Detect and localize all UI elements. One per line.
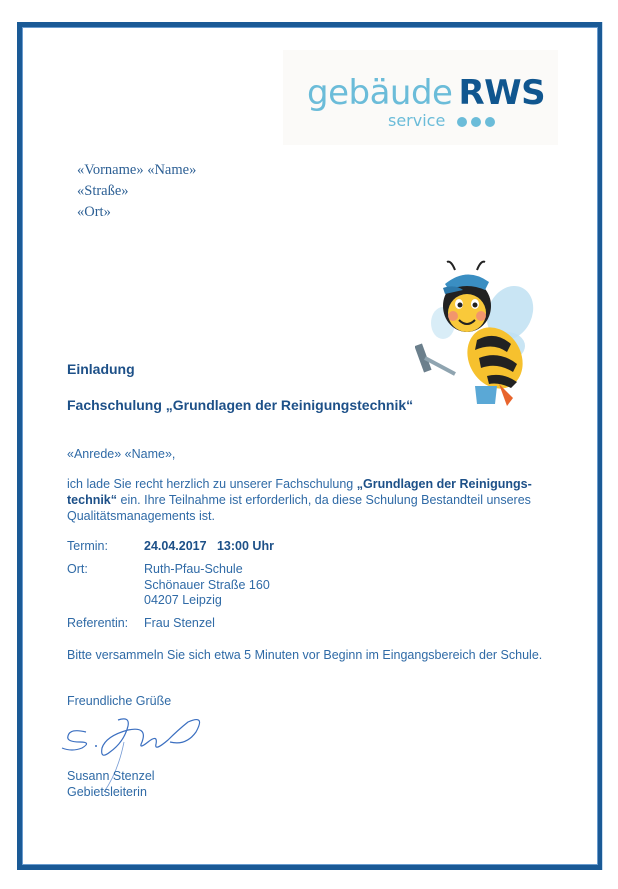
bee-mascot-icon xyxy=(415,258,540,408)
body-line-1 xyxy=(67,476,557,492)
closing: Freundliche Grüße xyxy=(67,694,172,708)
body-line-2 xyxy=(67,492,557,508)
body-line-3: Qualitätsmanagements ist. xyxy=(67,509,215,523)
referentin-label: Referentin: xyxy=(67,616,129,630)
recipient-city: «Ort» xyxy=(77,204,111,220)
salutation: «Anrede» «Name», xyxy=(67,447,176,461)
logo-word-bold: RWS xyxy=(458,73,546,113)
referentin-value: Frau Stenzel xyxy=(144,616,215,630)
letter-title: Einladung xyxy=(67,361,135,377)
body-text: ich lade Sie recht herzlich zu unserer Fachschulung xyxy=(67,477,357,491)
logo-tagline-text: service xyxy=(388,111,446,130)
letter-subject: Fachschulung „Grundlagen der Reinigungstechnik“ xyxy=(67,397,414,413)
body-paragraph xyxy=(67,476,557,524)
logo-word-light: gebäude xyxy=(307,73,453,113)
course-name-part2: technik“ xyxy=(67,493,118,507)
logo-wordmark xyxy=(307,72,545,113)
company-logo xyxy=(283,50,558,145)
ort-label: Ort: xyxy=(67,562,88,576)
ort-value xyxy=(144,562,270,609)
ort-line-2: Schönauer Straße 160 xyxy=(144,577,270,592)
body-text-2: ein. Ihre Teilnahme ist erforderlich, da diese Schulung Bestandteil unseres xyxy=(117,493,531,507)
recipient-address xyxy=(77,160,196,223)
signature-block xyxy=(67,768,155,800)
recipient-street: «Straße» xyxy=(77,183,129,199)
signer-name: Susann Stenzel xyxy=(67,769,155,783)
recipient-name: «Vorname» «Name» xyxy=(77,162,197,178)
assembly-note: Bitte versammeln Sie sich etwa 5 Minuten vor Beginn im Eingangsbereich der Schule. xyxy=(67,648,543,662)
course-name-part1: „Grundlagen der Reinigungs- xyxy=(356,477,532,491)
termin-label: Termin: xyxy=(67,539,108,553)
signer-role: Gebietsleiterin xyxy=(67,785,147,799)
ort-line-3: 04207 Leipzig xyxy=(144,593,222,607)
ort-line-1: Ruth-Pfau-Schule xyxy=(144,562,243,576)
logo-dots-icon xyxy=(457,112,499,131)
termin-value: 24.04.2017 13:00 Uhr xyxy=(144,539,274,553)
logo-tagline xyxy=(388,111,499,131)
